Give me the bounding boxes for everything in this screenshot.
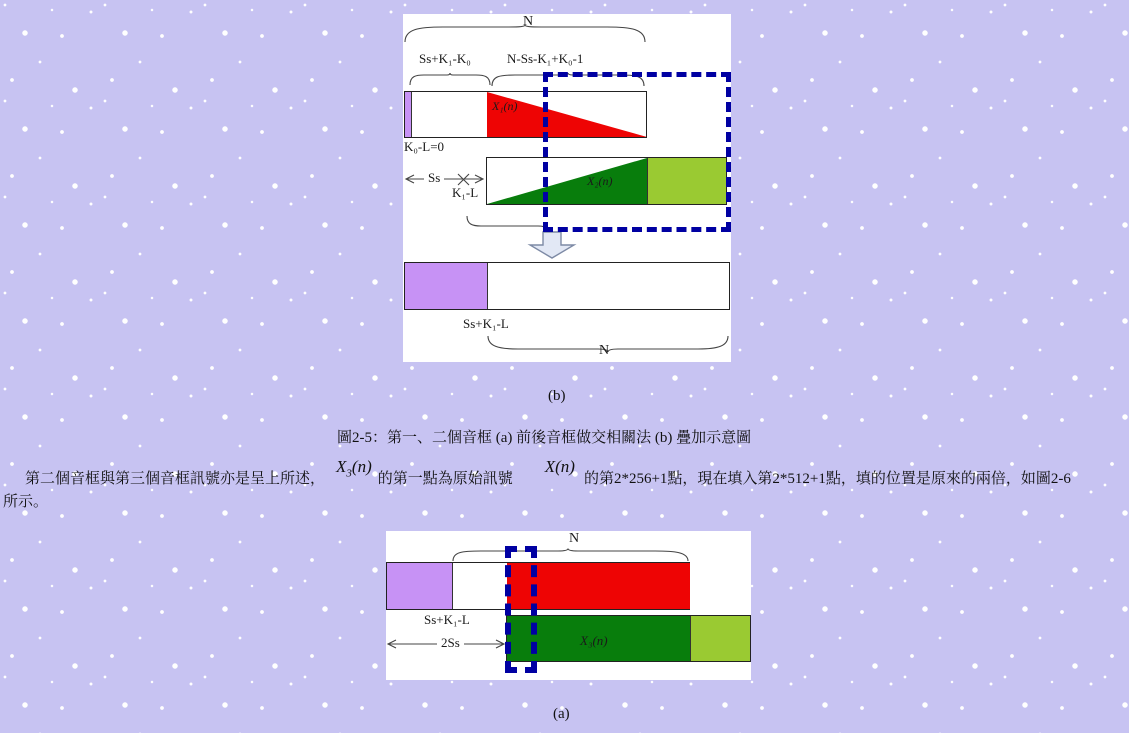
paragraph-text-2: 的第一點為原始訊號 — [377, 471, 513, 487]
label-right-span: N-Ss-K₁+K₀-1 — [507, 51, 584, 66]
result-bar — [404, 262, 730, 310]
row1-purple-block — [387, 563, 453, 609]
underline-arc — [467, 216, 545, 228]
brace-n-a — [453, 549, 688, 562]
inline-math-xn: X(n) — [544, 457, 575, 476]
label-n-top: N — [523, 14, 534, 29]
label-ss: Ss — [424, 171, 444, 185]
down-arrow-icon — [530, 232, 574, 258]
figure-a-panel — [386, 531, 751, 680]
row2-yellowgreen-block — [690, 616, 750, 661]
paragraph-line1 — [25, 457, 1071, 493]
label-x1: X₁(n) — [492, 99, 518, 113]
result-purple-block — [405, 263, 488, 309]
label-k0-offset: K₀-L=0 — [404, 139, 445, 154]
figure-b-caption: (b) — [548, 388, 566, 404]
label-left-span: Ss+K₁-K₀ — [419, 51, 471, 66]
row2-bar — [506, 615, 751, 662]
row1-bar — [386, 562, 690, 610]
label-two-ss: 2Ss — [437, 636, 464, 650]
dashed-selection-box-b — [543, 72, 731, 232]
paragraph-line2: 所示。 — [3, 494, 49, 510]
two-ss-arrow-left-head — [388, 640, 396, 648]
paragraph-text-1: 第二個音框與第三個音框訊號亦是呈上所述， — [25, 471, 326, 487]
figure-2-5-caption: 圖2-5：第一、二個音框 (a) 前後音框做交相關法 (b) 疊加示意圖 — [337, 430, 752, 446]
label-x2: X₂(n) — [587, 174, 613, 188]
dashed-selection-box-a — [505, 546, 537, 673]
frame1-purple-strip — [405, 92, 412, 137]
figure-a-caption: (a) — [553, 706, 570, 722]
label-n-a: N — [569, 531, 580, 546]
label-overlap-a: Ss+K₁-L — [424, 612, 470, 627]
label-k1-offset: K₁-L — [452, 185, 479, 200]
ss-arrow-left-head — [406, 175, 414, 183]
brace-left-span — [410, 73, 490, 85]
inline-math-x3n: $X_3(n)$ — [336, 457, 372, 480]
label-x3: X₃(n) — [580, 633, 608, 648]
label-overlap-b: Ss+K₁-L — [463, 316, 509, 331]
paragraph-text-3: 的第2*256+1點，現在填入第2*512+1點，填的位置是原來的兩倍，如圖2-6 — [583, 471, 1071, 487]
ss-arrow-right-head — [475, 175, 483, 183]
label-n-bottom: N — [599, 343, 610, 358]
two-ss-arrow-right-head — [496, 640, 504, 648]
figure-b-panel — [403, 14, 731, 362]
cross-marker-icon — [458, 174, 469, 185]
